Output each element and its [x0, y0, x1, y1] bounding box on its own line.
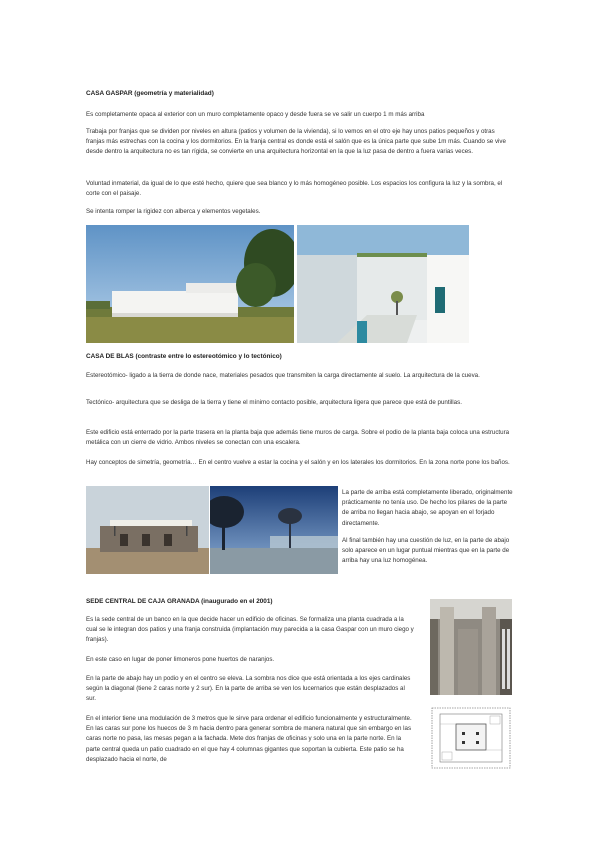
paragraph: Tectónico- arquitectura que se desliga de la tierra y tiene el mínimo contacto posible, arquitectura ligera que parece que está de puntillas.: [86, 399, 462, 406]
paragraph: Es la sede central de un banco en la que decide hacer un edificio de oficinas. Se formaliza una planta cuadrada a la cual se le integran dos patios y una franja construida (implantación muy parecida a la casa Gaspar con un muro ciego y franjas).: [86, 616, 414, 644]
paragraph: Trabaja por franjas que se dividen por niveles en altura (patios y volumen de la vivienda), si lo vemos en el otro eje hay unos patios pequeños y otras franjas más estrechas con la cocina y los dormitorios. En la franja central es donde está el salón que es la única parte que sube 1m más. Cuando se vive desde dentro la arquitectura no es tan rígida, se convierte en una arquitectura horizontal en la que la luz pasa de dentro a fuera varias veces.: [86, 128, 506, 156]
caja-granada-floor-plan: [428, 704, 514, 772]
paragraph: Es completamente opaca al exterior con un muro completamente opaco y desde fuera se ve salir un cuerpo 1 m más arriba: [86, 111, 425, 118]
side-paragraph: Al final también hay una cuestión de luz, en la parte de abajo solo aparece en un lugar puntual mientras que en la parte de arriba hay una luz homogénea.: [342, 537, 510, 565]
section-title-casa-gaspar: CASA GASPAR (geometría y materialidad): [86, 90, 214, 97]
paragraph: Hay conceptos de simetría, geometría… En el centro vuelve a estar la cocina y el salón y en los laterales los dormitorios. En la zona norte pone los baños.: [86, 459, 510, 466]
side-paragraph: La parte de arriba está completamente liberado, originalmente prácticamente no tenía uso. De hecho los pilares de la parte de arriba no llegan hacia abajo, se apoyan en el forjado directamente.: [342, 489, 513, 527]
casa-de-blas-exterior-photo: [86, 486, 209, 574]
paragraph: En este caso en lugar de poner limoneros pone huertos de naranjos.: [86, 656, 275, 663]
section-title-caja-granada: SEDE CENTRAL DE CAJA GRANADA (inaugurado en el 2001): [86, 598, 273, 605]
casa-de-blas-dusk-photo: [210, 486, 338, 574]
casa-gaspar-exterior-photo: [86, 225, 294, 343]
caja-granada-interior-photo: [430, 599, 512, 695]
paragraph: Se intenta romper la rigidez con alberca y elementos vegetales.: [86, 208, 261, 215]
paragraph: Estereotómico- ligado a la tierra de donde nace, materiales pesados que transmiten la carga directamente al suelo. La arquitectura de la cueva.: [86, 372, 480, 379]
section-title-casa-de-blas: CASA DE BLAS (contraste entre lo estereotómico y lo tectónico): [86, 353, 282, 360]
paragraph: Este edificio está enterrado por la parte trasera en la planta baja que además tiene muros de carga. Sobre el podio de la planta baja coloca una estructura metálica con un cierre de vidrio. Ambos niveles se conectan con una escalera.: [86, 429, 510, 447]
casa-gaspar-patio-photo: [297, 225, 469, 343]
paragraph: Voluntad inmaterial, da igual de lo que esté hecho, quiere que sea blanco y lo más homogéneo posible. Los espacios los configura la luz y la sombra, el corte con el paisaje.: [86, 180, 503, 198]
paragraph: En la parte de abajo hay un podio y en el centro se eleva. La sombra nos dice que está orientada a los ejes cardinales según la diagonal (tiene 2 caras norte y 2 sur). En la parte de arriba se ven los lucernarios que están desplazados al sur.: [86, 675, 411, 703]
paragraph: En el interior tiene una modulación de 3 metros que le sirve para ordenar el edificio funcionalmente y estructuralmente. En las caras sur pone los huecos de 3 m hacia dentro para generar sombra de manera natural que sin embargo en las caras norte no pasa, las mesas pegan a la fachada. Mete dos franjas de oficinas y solo una en la parte norte. En la parte central queda un patio cuadrado en el que hay 4 columnas gigantes que soportan la cubierta. Este patio se ha desplazado hacia el norte, de: [86, 715, 412, 763]
